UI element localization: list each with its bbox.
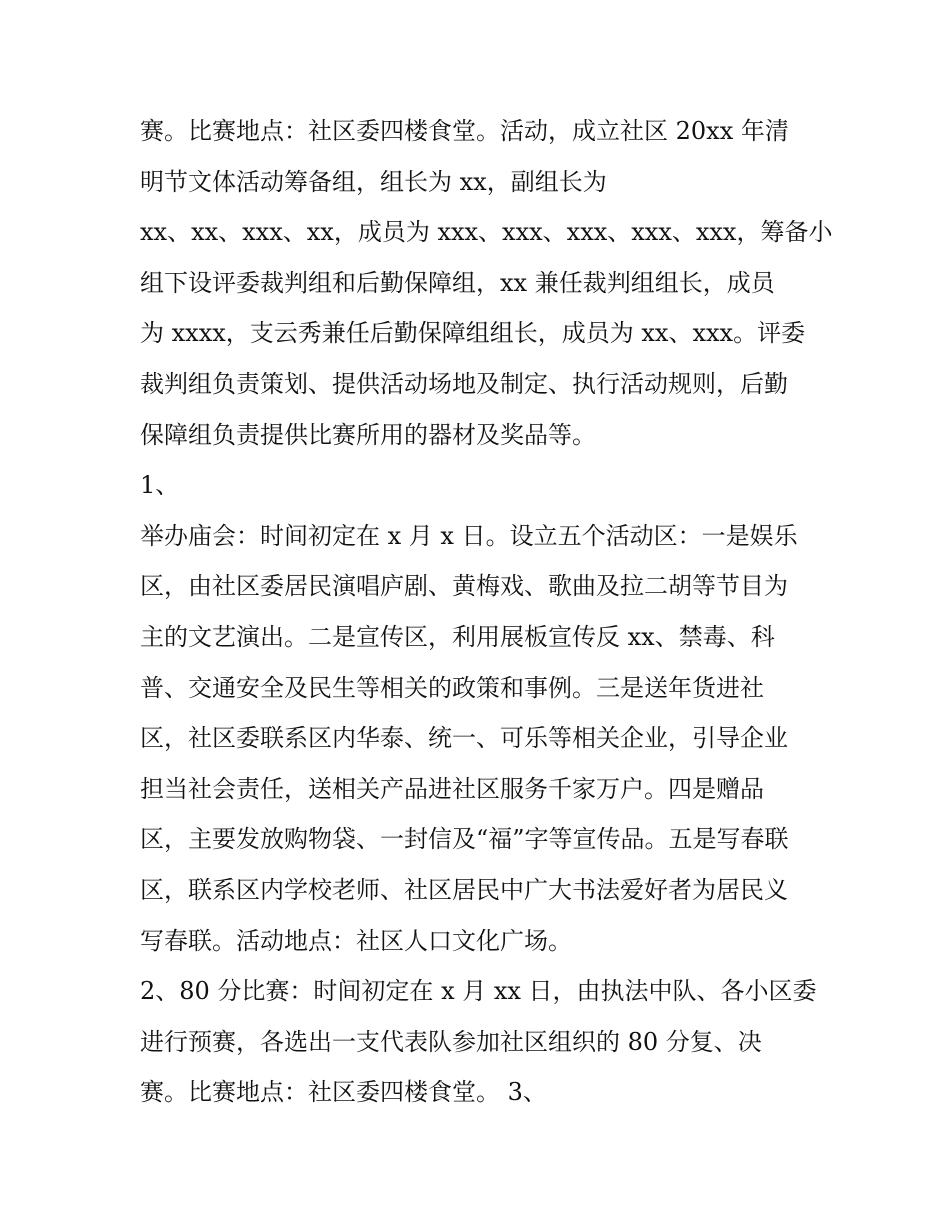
text-line: 明节文体活动筹备组，组长为 xx，副组长为 <box>140 167 607 196</box>
text-line: 进行预赛，各选出一支代表队参加社区组织的 80 分复、决 <box>140 1027 762 1056</box>
text-line: 裁判组负责策划、提供活动场地及制定、执行活动规则，后勤 <box>140 369 788 398</box>
text-line: 赛。比赛地点：社区委四楼食堂。活动，成立社区 20xx 年清 <box>140 117 789 145</box>
text-line: 组下设评委裁判组和后勤保障组，xx 兼任裁判组组长，成员 <box>140 268 775 297</box>
text-line: 赛。比赛地点：社区委四楼食堂。 3、 <box>140 1078 547 1107</box>
text-line: 举办庙会：时间初定在 x 月 x 日。设立五个活动区：一是娱乐 <box>140 521 798 550</box>
text-line: 区，主要发放购物袋、一封信及“福”字等宣传品。五是写春联 <box>140 825 789 854</box>
list-number: 1、 <box>140 471 180 500</box>
text-line: 普、交通安全及民生等相关的政策和事例。三是送年货进社 <box>140 673 764 702</box>
text-line: 区，由社区委居民演唱庐剧、黄梅戏、歌曲及拉二胡等节目为 <box>140 572 788 601</box>
text-line: 主的文艺演出。二是宣传区，利用展板宣传反 xx、禁毒、科 <box>140 622 775 651</box>
text-line: xx、xx、xxx、xx，成员为 xxx、xxx、xxx、xxx、xxx，筹备小 <box>140 218 833 247</box>
text-line: 写春联。活动地点：社区人口文化广场。 <box>140 926 572 955</box>
text-line: 区，社区委联系区内华泰、统一、可乐等相关企业，引导企业 <box>140 724 788 753</box>
text-line: 区，联系区内学校老师、社区居民中广大书法爱好者为居民义 <box>140 875 788 904</box>
text-line: 担当社会责任，送相关产品进社区服务千家万户。四是赠品 <box>140 774 764 803</box>
document-body <box>140 106 833 1118</box>
text-line: 2、80 分比赛：时间初定在 x 月 xx 日，由执法中队、各小区委 <box>140 977 817 1006</box>
text-line: 为 xxxx，支云秀兼任后勤保障组组长，成员为 xx、xxx。评委 <box>140 319 806 348</box>
text-line: 保障组负责提供比赛所用的器材及奖品等。 <box>140 420 596 449</box>
